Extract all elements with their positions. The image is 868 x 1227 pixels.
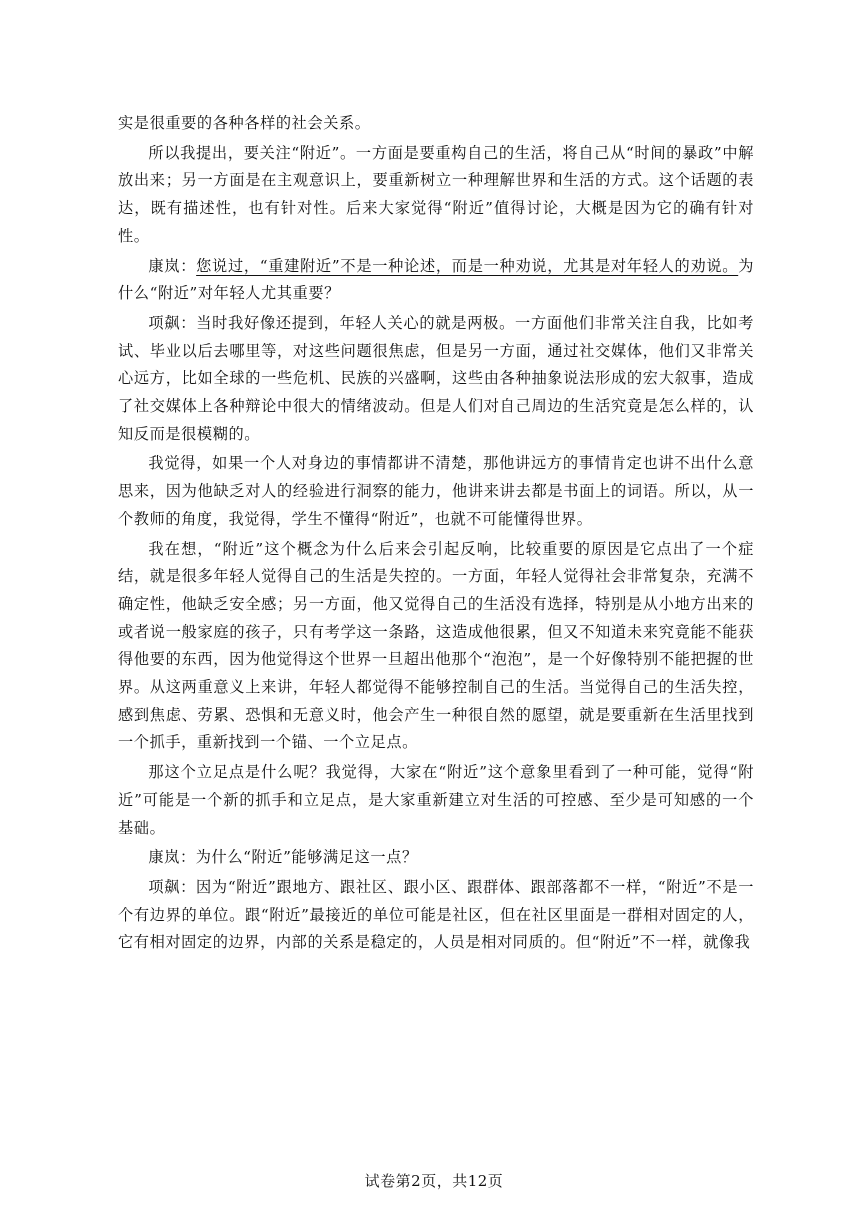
paragraph-text: 实是很重要的各种各样的社会关系。 (118, 114, 371, 132)
document-body (118, 110, 754, 959)
speaker-label: 康岚： (148, 256, 197, 275)
question-paragraph (118, 844, 754, 872)
paragraph-text: 所以我提出，要关注“附近”。一方面是要重构自己的生活，将自己从“时间的暴政”中解放出来；另一方面是在主观意识上，要重新树立一种理解世界和生活的方式。这个话题的表达，既有描述性，也有针对性。后来大家觉得“附近”值得讨论，大概是因为它的确有针对性。 (118, 143, 754, 245)
paragraph-text: 因为“附近”跟地方、跟社区、跟小区、跟群体、跟部落都不一样，“附近”不是一个有边界的单位。跟“附近”最接近的单位可能是社区，但在社区里面是一群相对固定的人，它有相对固定的边界，内部的关系是稳定的，人员是相对同质的。但“附近”不一样，就像我 (118, 877, 754, 952)
answer-paragraph (118, 874, 754, 957)
speaker-label: 康岚： (148, 848, 196, 867)
paragraph-text: 当时我好像还提到，年轻人关心的就是两极。一方面他们非常关注自我，比如考试、毕业以后去哪里等，对这些问题很焦虑，但是另一方面，通过社交媒体，他们又非常关心远方，比如全球的一些危机、民族的兴盛啊，这些由各种抽象说法形成的宏大叙事，造成了社交媒体上各种辩论中很大的情绪波动。但是人们对自己周边的生活究竟是怎么样的，认知反而是很模糊的。 (118, 313, 754, 443)
paragraph-continuation (118, 110, 754, 138)
answer-paragraph (118, 310, 754, 449)
speaker-label: 项飙： (148, 313, 197, 332)
question-paragraph (118, 253, 754, 308)
paragraph-text: 为什么“附近”能够满足这一点？ (195, 848, 418, 867)
page-footer: 试卷第2页，共12页 (364, 1172, 504, 1190)
paragraph (118, 536, 754, 758)
underlined-sentence: 您说过，“重建附近”不是一种论述，而是一种劝说，尤其是对年轻人的劝说。 (196, 256, 739, 275)
paragraph (118, 140, 754, 251)
paragraph-text: 我在想，“附近”这个概念为什么后来会引起反响，比较重要的原因是它点出了一个症结，就是很多年轻人觉得自己的生活是失控的。一方面，年轻人觉得社会非常复杂，充满不确定性，他缺乏安全感；另一方面，他又觉得自己的生活没有选择，特别是从小地方出来的或者说一般家庭的孩子，只有考学这一条路，这造成他很累，但又不知道未来究竟能不能获得他要的东西，因为他觉得这个世界一旦超出他那个“泡泡”，是一个好像特别不能把握的世界。从这两重意义上来讲，年轻人都觉得不能够控制自己的生活。当觉得自己的生活失控，感到焦虑、劳累、恐惧和无意义时，他会产生一种很自然的愿望，就是要重新在生活里找到一个抓手，重新找到一个锚、一个立足点。 (118, 539, 754, 752)
speaker-label: 项飙： (148, 877, 197, 896)
paragraph-text: 那这个立足点是什么呢？我觉得，大家在“附近”这个意象里看到了一种可能，觉得“附近”可能是一个新的抓手和立足点，是大家重新建立对生活的可控感、至少是可知感的一个基础。 (118, 763, 754, 837)
paragraph (118, 759, 754, 842)
paragraph (118, 450, 754, 533)
paragraph-text: 我觉得，如果一个人对身边的事情都讲不清楚，那他讲远方的事情肯定也讲不出什么意思来，因为他缺乏对人的经验进行洞察的能力，他讲来讲去都是书面上的词语。所以，从一个教师的角度，我觉得，学生不懂得“附近”，也就不可能懂得世界。 (118, 454, 754, 528)
paragraph-text: 为什么“附近”对年轻人尤其重要？ (118, 256, 754, 303)
